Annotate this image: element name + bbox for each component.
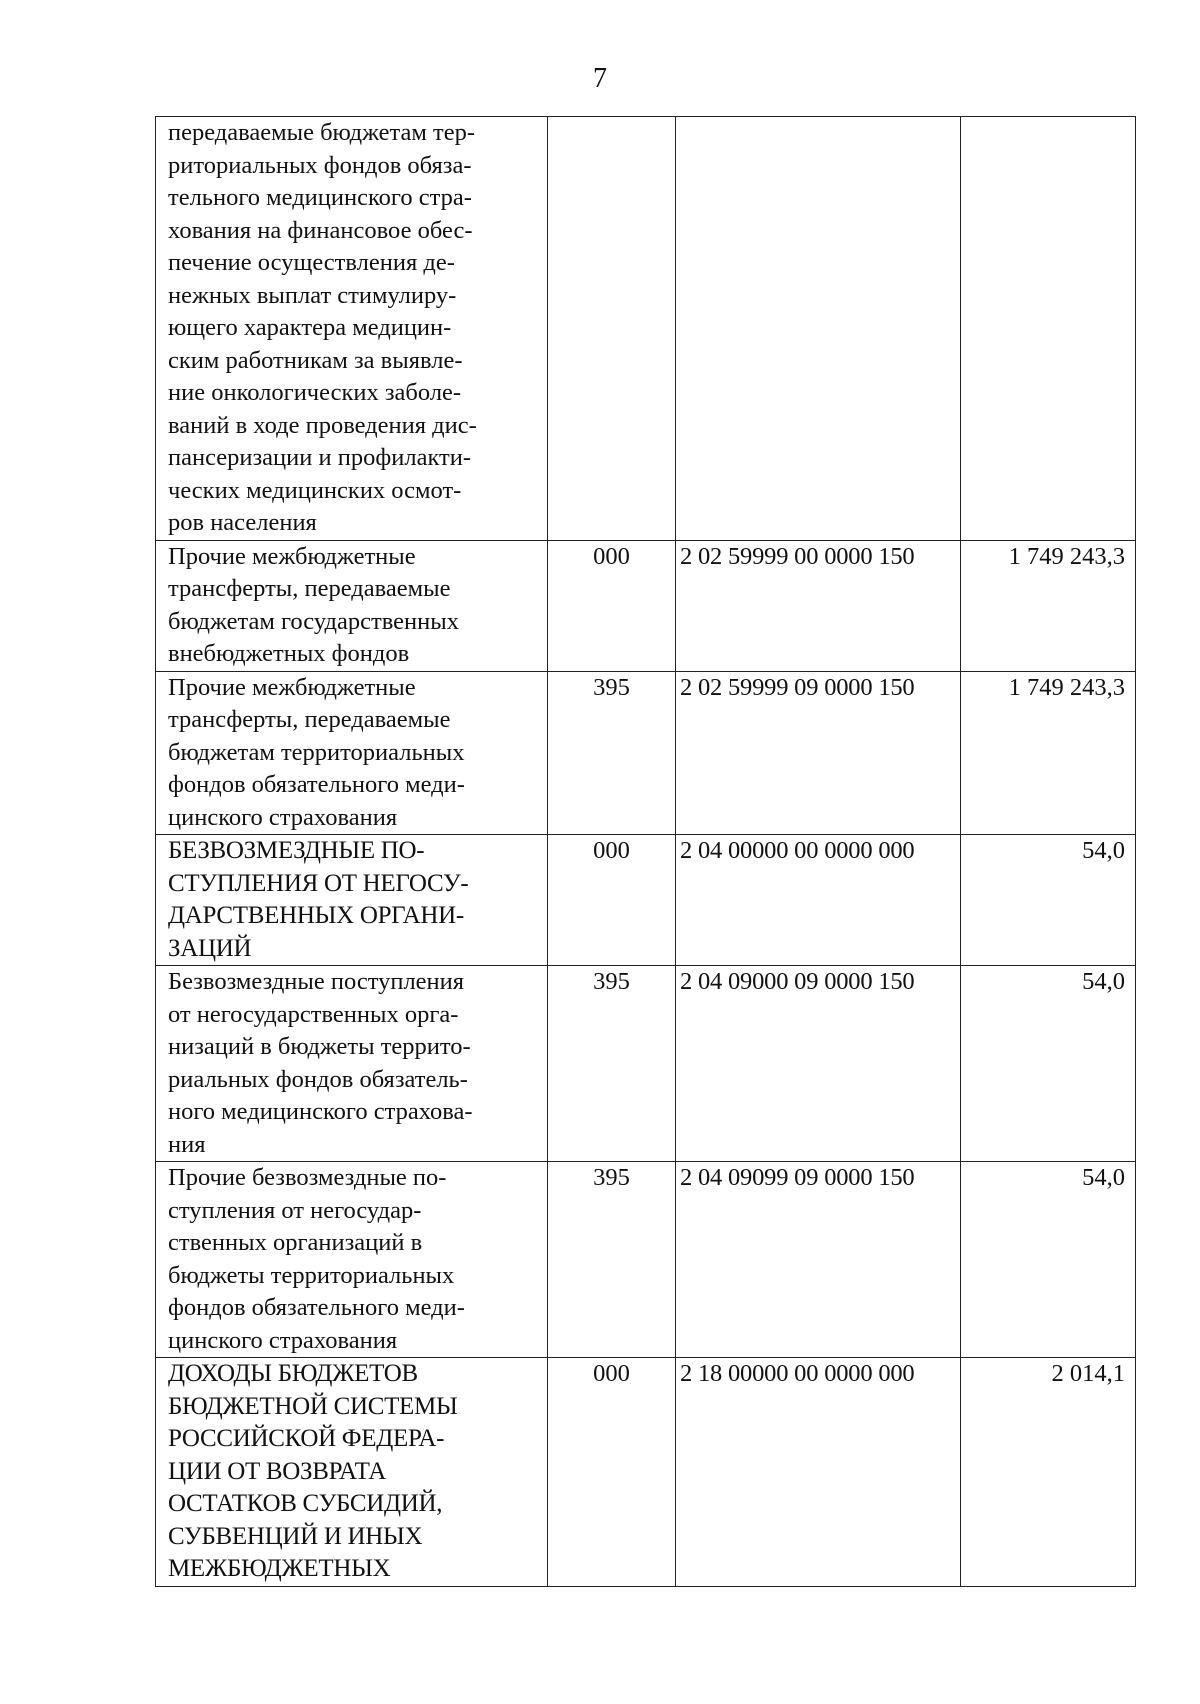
income-name-line: ческих медицинских осмот- <box>168 476 462 504</box>
income-name-line: ДОХОДЫ БЮДЖЕТОВ <box>168 1360 418 1387</box>
amount-cell: 1 749 243,3 <box>961 671 1136 835</box>
budget-classification-code-cell: 2 04 09099 09 0000 150 <box>676 1162 961 1358</box>
income-name-line: бюджетам государственных <box>168 607 459 635</box>
amount-cell: 54,0 <box>961 966 1136 1162</box>
income-name-line: пансеризации и профилакти- <box>168 444 472 471</box>
income-name-line: ступления от негосудар- <box>168 1196 422 1224</box>
page-number: 7 <box>593 63 607 94</box>
income-name-line: цинского страхования <box>168 1326 398 1354</box>
amount-cell: 1 749 243,3 <box>961 540 1136 671</box>
amount-cell: 54,0 <box>961 1162 1136 1358</box>
income-name-line: цинского страхования <box>168 803 398 831</box>
income-name-cell <box>156 540 548 671</box>
income-name-line: тельного медицинского стра- <box>168 184 472 211</box>
income-name-line: передаваемые бюджетам тер- <box>168 119 476 146</box>
income-name-line: Прочие межбюджетные <box>168 673 416 701</box>
income-name-cell <box>156 1162 548 1358</box>
income-name-line: печение осуществления де- <box>168 249 455 276</box>
income-name-cell <box>156 1358 548 1587</box>
income-name-line: ного медицинского страхова- <box>168 1098 473 1125</box>
income-name-line: Прочие межбюджетные <box>168 542 416 570</box>
income-name-cell <box>156 835 548 966</box>
income-name-line: от негосударственных орга- <box>168 1000 459 1028</box>
income-name-line: внебюджетных фондов <box>168 640 410 667</box>
income-name-line: трансферты, передаваемые <box>168 575 451 602</box>
table-row <box>156 1358 1136 1587</box>
income-name-line: трансферты, передаваемые <box>168 706 451 733</box>
table-row <box>156 1162 1136 1358</box>
income-name-line: риториальных фондов обяза- <box>168 151 472 179</box>
admin-code-cell: 395 <box>548 966 676 1162</box>
budget-classification-code-cell: 2 04 09000 09 0000 150 <box>676 966 961 1162</box>
income-name-cell <box>156 671 548 835</box>
income-name-cell <box>156 117 548 541</box>
admin-code-cell: 395 <box>548 671 676 835</box>
income-name-line: ров населения <box>168 509 317 536</box>
income-name-line: ЦИИ ОТ ВОЗВРАТА <box>168 1457 387 1485</box>
budget-classification-code-cell <box>676 117 961 541</box>
income-name-line: Безвозмездные поступления <box>168 968 465 995</box>
budget-classification-code-cell: 2 02 59999 00 0000 150 <box>676 540 961 671</box>
admin-code-cell: 000 <box>548 835 676 966</box>
table-row <box>156 966 1136 1162</box>
income-name-line: РОССИЙСКОЙ ФЕДЕРА- <box>168 1425 445 1452</box>
income-name-line: нежных выплат стимулиру- <box>168 281 457 309</box>
admin-code-cell: 000 <box>548 1358 676 1587</box>
amount-cell: 54,0 <box>961 835 1136 966</box>
budget-classification-code-cell: 2 02 59999 09 0000 150 <box>676 671 961 835</box>
income-name-line: ЗАЦИЙ <box>168 934 252 962</box>
income-name-line: БЮДЖЕТНОЙ СИСТЕМЫ <box>168 1392 458 1420</box>
admin-code-cell <box>548 117 676 541</box>
income-name-line: бюджетам территориальных <box>168 738 465 766</box>
income-name-line: ственных организаций в <box>168 1229 423 1256</box>
admin-code-cell: 395 <box>548 1162 676 1358</box>
income-name-line: хования на финансовое обес- <box>168 216 473 244</box>
budget-classification-code-cell: 2 04 00000 00 0000 000 <box>676 835 961 966</box>
income-name-line: ния <box>168 1130 206 1158</box>
amount-cell <box>961 117 1136 541</box>
revenue-table-body <box>156 117 1136 1587</box>
income-name-line: фондов обязательного меди- <box>168 771 465 798</box>
income-name-line: низаций в бюджеты террито- <box>168 1033 471 1060</box>
income-name-line: бюджеты территориальных <box>168 1261 455 1289</box>
income-name-line: ваний в ходе проведения дис- <box>168 411 477 439</box>
income-name-line: ющего характера медицин- <box>168 314 452 341</box>
income-name-line: Прочие безвозмездные по- <box>168 1164 447 1191</box>
income-name-cell <box>156 966 548 1162</box>
income-name-line: БЕЗВОЗМЕЗДНЫЕ ПО- <box>168 837 425 864</box>
table-row <box>156 117 1136 541</box>
income-name-line: МЕЖБЮДЖЕТНЫХ <box>168 1555 391 1582</box>
table-row <box>156 835 1136 966</box>
income-name-line: СТУПЛЕНИЯ ОТ НЕГОСУ- <box>168 869 469 897</box>
admin-code-cell: 000 <box>548 540 676 671</box>
table-row <box>156 671 1136 835</box>
income-name-line: фондов обязательного меди- <box>168 1294 465 1321</box>
income-name-line: СУБВЕНЦИЙ И ИНЫХ <box>168 1522 423 1550</box>
income-name-line: ние онкологических заболе- <box>168 379 462 406</box>
income-name-line: ским работникам за выявле- <box>168 346 463 374</box>
income-name-line: ОСТАТКОВ СУБСИДИЙ, <box>168 1490 443 1517</box>
table-row <box>156 540 1136 671</box>
income-name-line: риальных фондов обязатель- <box>168 1065 468 1093</box>
budget-classification-code-cell: 2 18 00000 00 0000 000 <box>676 1358 961 1587</box>
revenue-table <box>155 116 1136 1587</box>
income-name-line: ДАРСТВЕННЫХ ОРГАНИ- <box>168 902 464 929</box>
amount-cell: 2 014,1 <box>961 1358 1136 1587</box>
